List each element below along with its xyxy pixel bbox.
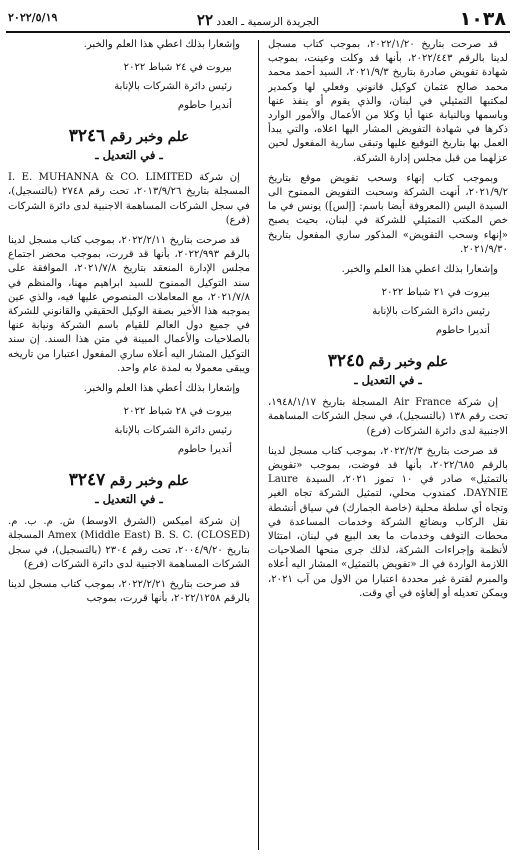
paragraph: قد صرحت بتاريخ ٢٠٢٢/٢/٣، بموجب كتاب مسجل لدينا بالرقم ٢٠٢٢/٦٨٥، بأنها قد فوضت، بموجب «تفويض بالتمثيل» صادر في ١٠ تموز ٢٠٢١، السيدة Laure DAYNIE، كمندوب محلي، لتمثيل الشركة تجاه الغير وتجاه أي سلطة محلية (خاصة الجمارك) في سياق أنشطة نقل الركاب وبضائع الشركة وخدمات المساعدة في محطات التوقف وخدمات ما بعد البيع في لبنان، امتثالا لأنظمة وإجراءات الشركة، لذلك جرى منحها الصلاحيات اللازمة الواردة في الـ «تفويض بالتمثيل» المشار اليه أعلاه والمبرم لفترة غير محددة اعتبارا من الاول من آب ٢٠٢١، ويمكن تعديله أو إلغاؤه في أي وقت.	[268, 445, 508, 599]
notice-subtitle: ـ في التعديل ـ	[95, 148, 163, 163]
paragraph: وإشعارا بذلك أعطي هذا العلم والخبر.	[83, 383, 240, 395]
header-rule	[6, 31, 510, 33]
paragraph: إن شركة I. E. MUHANNA & CO. LIMITED المسجلة بتاريخ ٢٠١٣/٩/٢٦، تحت رقم ٢٧٤٨ (بالتسجيل)، في سجل الشركات المساهمة الاجنبية لدى دائرة الشركات (فرع)	[8, 172, 250, 226]
signature-date: بيروت في ٢١ شباط ٢٠٢٢	[381, 287, 490, 299]
signature-block	[8, 402, 250, 459]
notice-number: ٣٢٤٧	[68, 470, 106, 491]
notice-title-text: علم وخبر رقم	[109, 473, 190, 490]
signature-name: أنديرا حاطوم	[435, 325, 490, 337]
notice-subtitle: ـ في التعديل ـ	[95, 492, 163, 507]
paragraph: وإشعارا بذلك اعطي هذا العلم والخبر.	[83, 39, 240, 50]
signature-title: رئيس دائرة الشركات بالإنابة	[114, 81, 232, 93]
page-number: ١٠٣٨	[459, 8, 506, 30]
notice-number: ٣٢٤٦	[68, 126, 106, 147]
paragraph: قد صرحت بتاريخ ٢٠٢٢/٢/٢١، بموجب كتاب مسجل لدينا بالرقم ٢٠٢٢/١٢٥٨، بأنها قررت، بموجب	[8, 579, 250, 605]
issue-date: ٢٠٢٢/٥/١٩	[8, 11, 58, 24]
paragraph: وبموجب كتاب إنهاء وسحب تفويض موقع بتاريخ ٢٠٢١/٩/٢، أنهت الشركة وسحبت التفويض الممنوح الى السيدة اليس (المعروفة أيضا باسم: [إلس]) يونس في ما خص المكتب التمثيلي للشركة في لبنان، بحيث يصبح «إنهاء وسحب التفويض» المذكور ساري المفعول بتاريخ ٢٠٢١/٩/٣٠.	[268, 172, 508, 255]
notice-title	[8, 127, 250, 147]
left-column	[8, 38, 250, 852]
column-divider	[258, 40, 259, 850]
signature-name: أنديرا حاطوم	[177, 100, 232, 112]
paragraph: وإشعارا بذلك اعطي هذا العلم والخبر.	[341, 264, 498, 276]
signature-name: أنديرا حاطوم	[177, 444, 232, 456]
signature-block	[8, 58, 250, 115]
paragraph: إن شركة اميكس (الشرق الاوسط) ش. م. ب. م. Amex (Middle East) B. S. C. (CLOSED) المسجلة بتاريخ ٢٠٠٤/٩/٢٠، تحت رقم ٢٣٠٤ (بالتسجيل)، في سجل الشركات المساهمة الاجنبية لدى دائرة الشركات (فرع)	[8, 516, 250, 570]
paragraph: قد صرحت بتاريخ ٢٠٢٢/٢/١١، بموجب كتاب مسجل لدينا بالرقم ٢٠٢٢/٩٩٣، بأنها قد قررت، بموجب محضر اجتماع مجلس الإدارة المنعقد بتاريخ ٢٠٢١/٧/٨، الموافقة على سند التوكيل الممنوح للسيد ابراهيم مهنا، والمنظم في ٢٠٢١/٧/٨، مع المعاملات المنصوص عليها فيه، والذي عين بموجبه هذا الأخير بصفة الوكيل الحقيقي والقانوني للشركة في جميع دول العالم للقيام باسم الشركة ونيابة عنها بالصلاحيات والأعمال المبينة في متن هذا السند. إن سند التوكيل المشار اليه أعلاه ساري المفعول اعتبارا من تاريخه ويبقى معمولا به لمدة عام واحد.	[8, 235, 250, 374]
notice-title	[268, 352, 508, 372]
notice-heading	[268, 352, 508, 388]
publication-name: الجريدة الرسمية ـ العدد	[216, 16, 320, 28]
notice-number: ٣٢٤٥	[327, 351, 365, 372]
signature-date: بيروت في ٢٤ شباط ٢٠٢٢	[123, 62, 232, 74]
notice-title	[8, 471, 250, 491]
issue-number: ٢٢	[196, 11, 214, 29]
notice-title-text: علم وخبر رقم	[109, 129, 190, 146]
signature-title: رئيس دائرة الشركات بالإنابة	[114, 425, 232, 437]
notice-heading	[8, 127, 250, 163]
signature-block	[268, 283, 508, 340]
page-header	[6, 8, 510, 28]
notice-title-text: علم وخبر رقم	[368, 354, 449, 371]
publication-title	[197, 11, 319, 29]
signature-title: رئيس دائرة الشركات بالإنابة	[372, 306, 490, 318]
notice-subtitle: ـ في التعديل ـ	[354, 373, 422, 388]
notice-heading	[8, 471, 250, 507]
right-column	[268, 38, 508, 852]
signature-date: بيروت في ٢٨ شباط ٢٠٢٢	[123, 406, 232, 418]
paragraph: إن شركة Air France المسجلة بتاريخ ١٩٤٨/١/١٧، تحت رقم ١٣٨ (بالتسجيل)، في سجل الشركات المساهمة الاجنبية لدى دائرة الشركات (فرع)	[268, 397, 508, 437]
paragraph: قد صرحت بتاريخ ٢٠٢٢/١/٢٠، بموجب كتاب مسجل لدينا بالرقم ٢٠٢٢/٤٤٣، بأنها قد وكلت وعينت، بموجب شهادة تفويض صادرة بتاريخ ٢٠٢١/٩/٣، السيد أحمد محمد محمد صالح عثمان كوكيل قانوني وفعلي لها وكمدير لمكتبها التمثيلي في لبنان، والذي يقوم أو ينفذ عنها وباسمها وبالنيابة عنها أيا وكلا من الأعمال والأمور الوارد ذكرها في شهادة التفويض المشار اليها اعلاه، والتي يبدأ العمل بها بتاريخ التوقيع عليها وتبقى سارية المفعول لحين عزلهما من قبل مجلس إدارة الشركة.	[268, 39, 508, 164]
